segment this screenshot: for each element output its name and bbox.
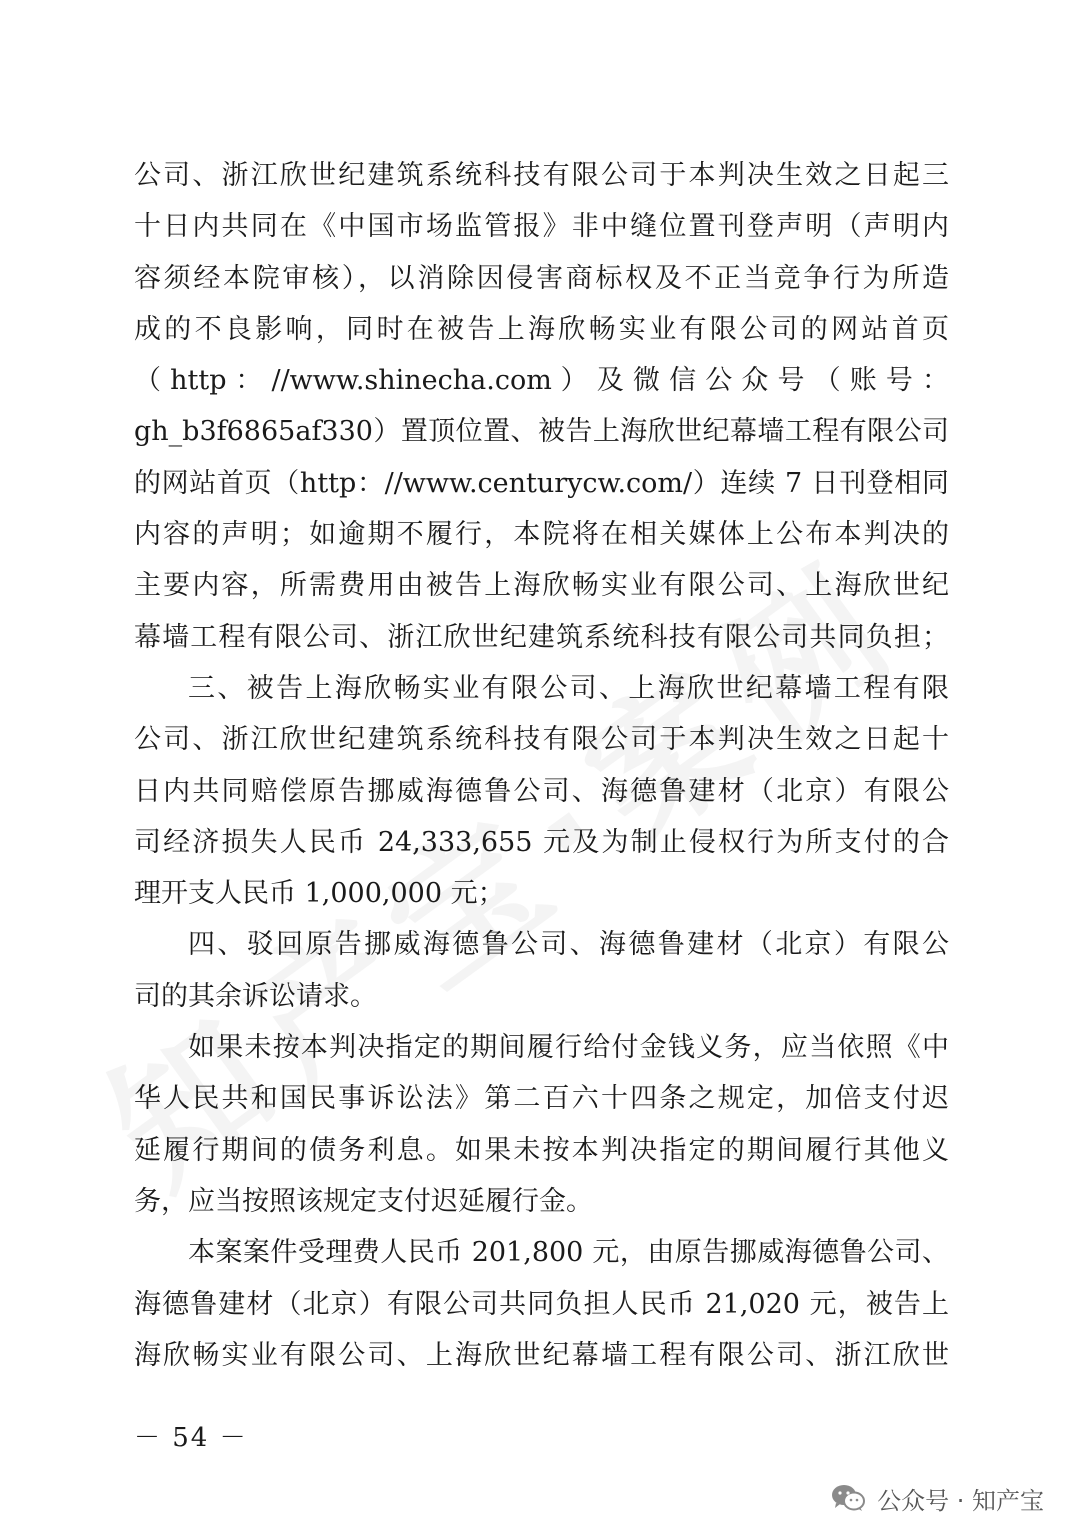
text-line: （ http ： //www.shinecha.com ） 及 微 信 公 众 号 （ 账 号 ： [134,365,949,397]
text-line: 四、驳回原告挪威海德鲁公司、海德鲁建材（北京）有限公 [188,929,949,961]
text-line: 三、被告上海欣畅实业有限公司、上海欣世纪幕墙工程有限 [188,672,949,704]
text-line: 如果未按本判决指定的期间履行给付金钱义务，应当依照《中 [188,1032,949,1064]
wechat-icon [831,1484,865,1512]
wechat-account-label: 公众号 · 知产宝 [877,1486,1044,1515]
text-line: 容须经本院审核），以消除因侵害商标权及不正当竞争行为所造 [134,262,949,294]
text-line: 理开支人民币 1,000,000 元； [134,878,505,910]
page-number: － 54 － [134,1423,248,1453]
text-line: 公司、浙江欣世纪建筑系统科技有限公司于本判决生效之日起三 [134,160,949,191]
wechat-attribution [831,1478,1044,1518]
text-line: 海欣畅实业有限公司、上海欣世纪幕墙工程有限公司、浙江欣世 [134,1339,949,1371]
text-line: 十日内共同在《中国市场监管报》非中缝位置刊登声明（声明内 [134,211,949,243]
text-line: 成的不良影响，同时在被告上海欣畅实业有限公司的网站首页 [134,313,949,345]
text-line: 延履行期间的债务利息。如果未按本判决指定的期间履行其他义 [134,1134,949,1166]
text-line: 的网站首页（http：//www.centurycw.com/）连续 7 日刊登相同 [134,467,949,499]
text-line: 公司、浙江欣世纪建筑系统科技有限公司于本判决生效之日起十 [134,724,949,756]
text-line: 内容的声明；如逾期不履行，本院将在相关媒体上公布本判决的 [134,519,949,551]
text-line: 华人民共和国民事诉讼法》第二百六十四条之规定，加倍支付迟 [134,1083,949,1115]
text-line: 司经济损失人民币 24,333,655 元及为制止侵权行为所支付的合 [134,826,949,858]
text-line: 主要内容，所需费用由被告上海欣畅实业有限公司、上海欣世纪 [134,570,949,602]
text-line: 司的其余诉讼请求。 [134,980,377,1012]
text-line: 日内共同赔偿原告挪威海德鲁公司、海德鲁建材（北京）有限公 [134,775,949,807]
text-line: 幕墙工程有限公司、浙江欣世纪建筑系统科技有限公司共同负担； [134,621,949,653]
text-line: gh_b3f6865af330）置顶位置、被告上海欣世纪幕墙工程有限公司 [134,416,949,448]
text-line: 务，应当按照该规定支付迟延履行金。 [134,1185,593,1217]
text-line: 本案案件受理费人民币 201,800 元，由原告挪威海德鲁公司、 [188,1237,949,1269]
judgment-body [134,150,949,1381]
text-line: 海德鲁建材（北京）有限公司共同负担人民币 21,020 元，被告上 [134,1288,949,1320]
